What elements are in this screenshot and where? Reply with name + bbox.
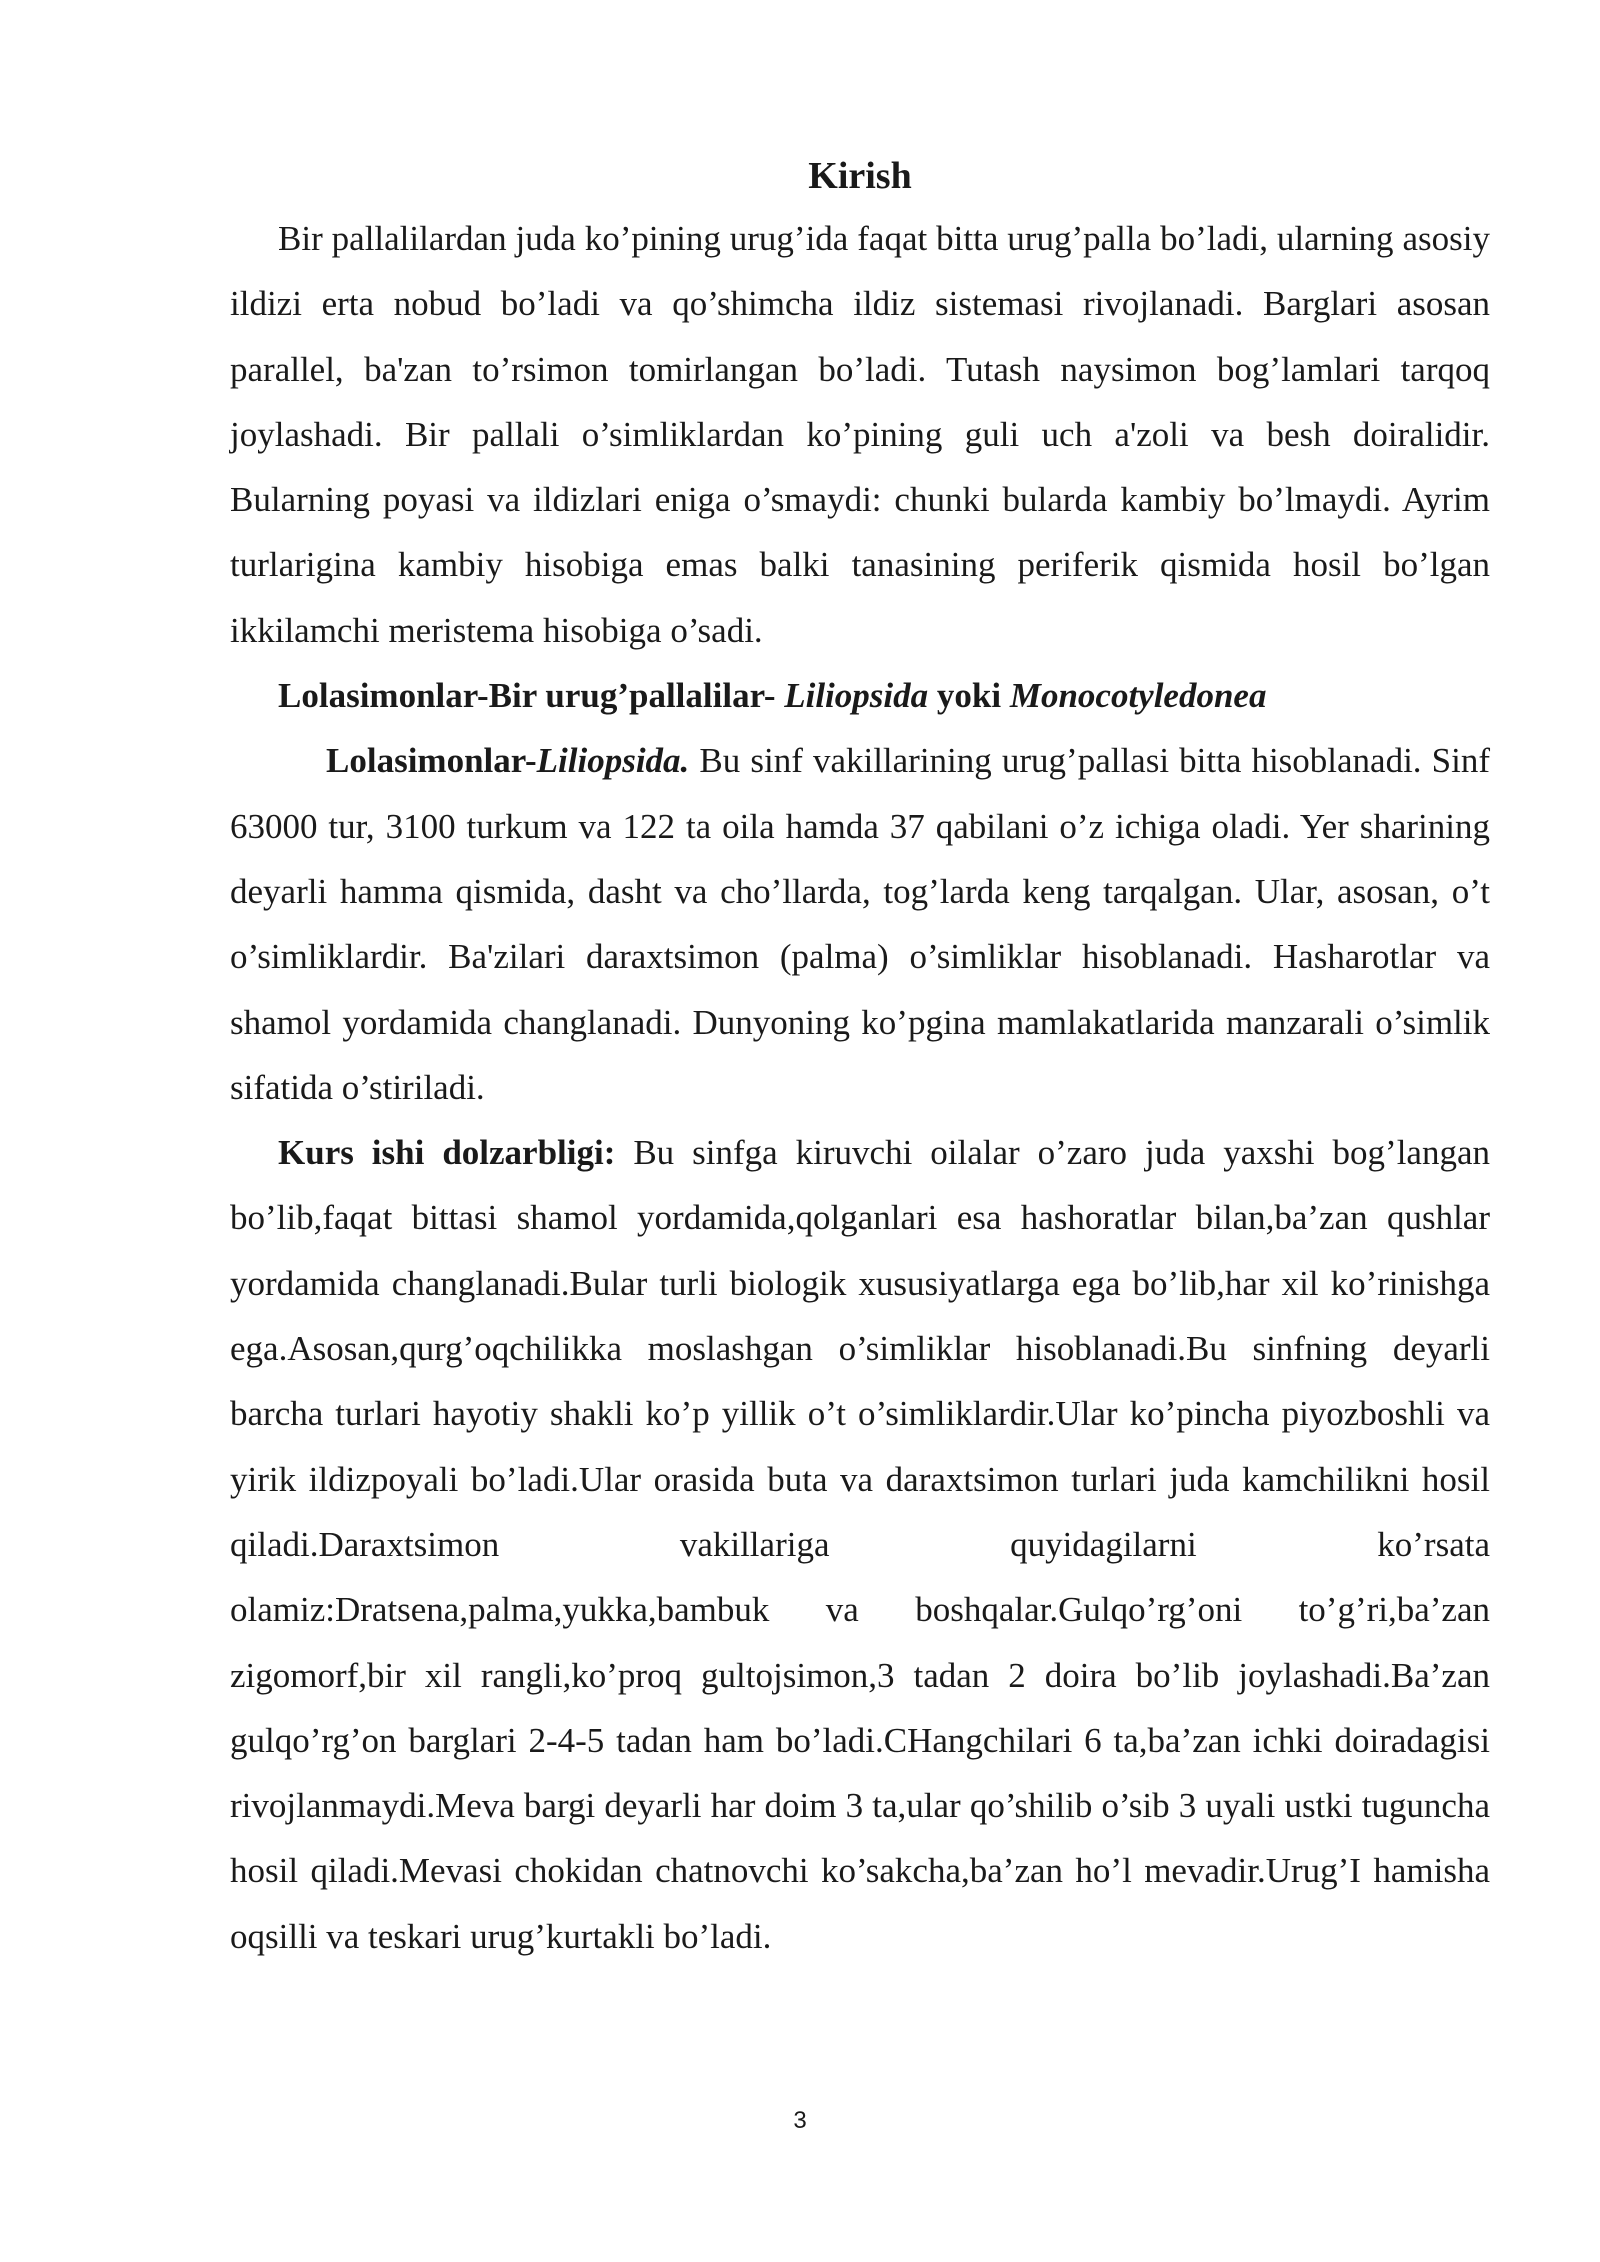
class-paragraph (230, 728, 1490, 1120)
relevance-paragraph (230, 1120, 1490, 1969)
class-heading-latin-liliopsida: Liliopsida (784, 676, 929, 716)
class-paragraph-lead: Lolasimonlar- (326, 741, 537, 781)
document-page (230, 140, 1490, 1969)
class-paragraph-text: Bu sinf vakillarining urug’pallasi bitta hisoblanadi. Sinf 63000 tur, 3100 turkum va 122 ta oila hamda 37 qabilani o’z ichiga oladi. Yer sharining deyarli hamma qismida, dasht va cho’llarda, tog’larda keng tarqalgan. Ular, asosan, o’t o’simliklardir. Ba'zilari daraxtsimon (palma) o’simliklar hisoblanadi. Hasharotlar va shamol yordamida changlanadi. Dunyoning ko’pgina mamlakatlarida manzarali o’simlik sifatida o’stiriladi. (230, 741, 1490, 1107)
intro-paragraph: Bir pallalilardan juda ko’pining urug’ida faqat bitta urug’palla bo’ladi, ularning asosiy ildizi erta nobud bo’ladi va qo’shimcha ildiz sistemasi rivojlanadi. Barglari asosan parallel, ba'zan to’rsimon tomirlangan bo’ladi. Tutash naysimon bog’lamlari tarqoq joylashadi. Bir pallali o’simliklardan ko’pining guli uch a'zoli va besh doiralidir. Bularning poyasi va ildizlari eniga o’smaydi: chunki bularda kambiy bo’lmaydi. Ayrim turlarigina kambiy hisobiga emas balki tanasining periferik qismida hosil bo’lgan ikkilamchi meristema hisobiga o’sadi. (230, 219, 1490, 650)
class-heading-latin-monocotyledonea: Monocotyledonea (1009, 676, 1267, 716)
relevance-paragraph-text: Bu sinfga kiruvchi oilalar o’zaro juda yaxshi bog’langan bo’lib,faqat bittasi shamol yordamida,qolganlari esa hashoratlar bilan,ba’zan qushlar yordamida changlanadi.Bular turli biologik xususiyatlarga ega bo’lib,har xil ko’rinishga ega.Asosan,qurg’oqchilikka moslashgan o’simliklar hisoblanadi.Bu sinfning deyarli barcha turlari hayotiy shakli ko’p yillik o’t o’simliklardir.Ular ko’pincha piyozboshli va yirik ildizpoyali bo’ladi.Ular orasida buta va daraxtsimon turlari juda kamchilikni hosil qiladi.Daraxtsimon vakillariga quyidagilarni ko’rsata olamiz:Dratsena,palma,yukka,bambuk va boshqalar.Gulqo’rg’oni to’g’ri,ba’zan zigomorf,bir xil rangli,ko’proq gultojsimon,3 tadan 2 doira bo’lib joylashadi.Ba’zan gulqo’rg’on barglari 2-4-5 tadan ham bo’ladi.CHangchilari 6 ta,ba’zan ichki doiradagisi rivojlanmaydi.Meva bargi deyarli har doim 3 ta,ular qo’shilib o’sib 3 uyali ustki tuguncha hosil qiladi.Mevasi chokidan chatnovchi ko’sakcha,ba’zan ho’l mevadir.Urug’I hamisha oqsilli va teskari urug’kurtakli bo’ladi. (230, 1133, 1490, 1956)
relevance-paragraph-lead: Kurs ishi dolzarbligi: (278, 1133, 616, 1173)
section-title: Kirish (808, 155, 912, 197)
page-number: 3 (793, 2107, 807, 2134)
class-heading (230, 663, 1490, 728)
class-paragraph-lead-latin: Liliopsida. (536, 741, 690, 781)
class-heading-text: Lolasimonlar-Bir urug’pallalilar- (278, 676, 785, 716)
class-heading-connector: yoki (928, 676, 1010, 716)
